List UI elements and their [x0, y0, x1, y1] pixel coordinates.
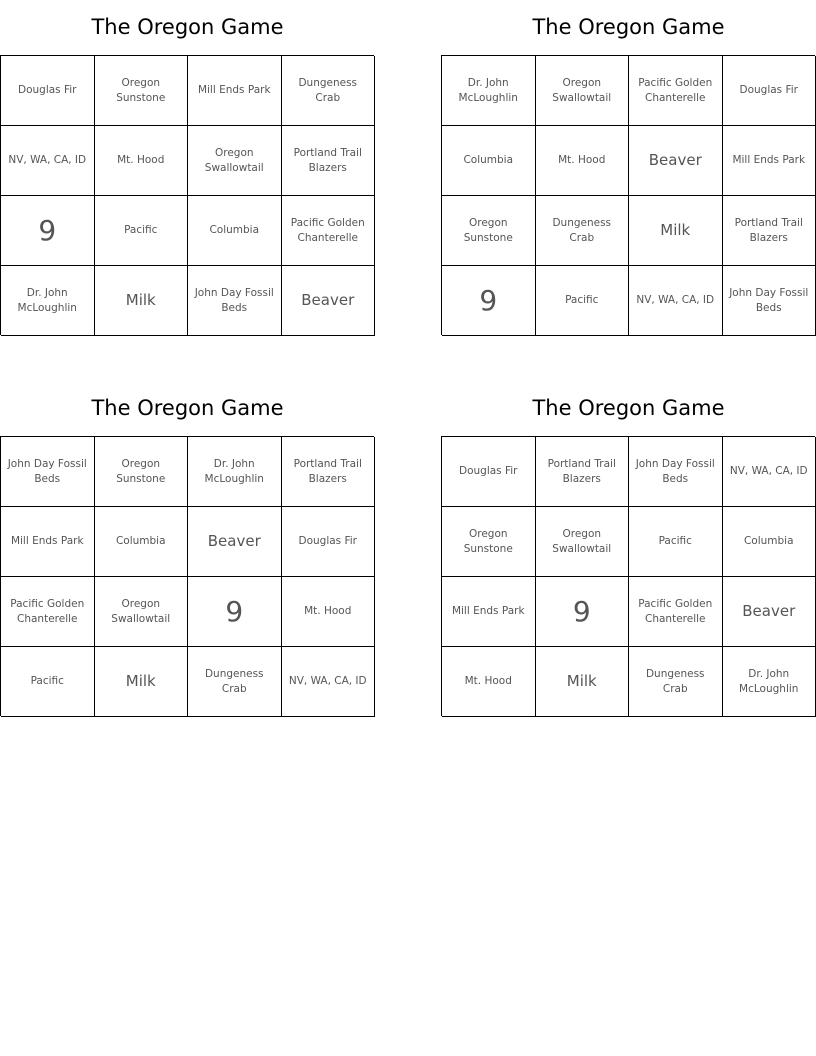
bingo-cell: Mill Ends Park	[1, 507, 95, 577]
bingo-cell: Milk	[95, 647, 189, 717]
bingo-cell: Douglas Fir	[442, 437, 536, 507]
bingo-card-2	[441, 0, 816, 317]
bingo-cell: 9	[188, 577, 282, 647]
bingo-cell: Portland Trail Blazers	[282, 437, 376, 507]
card-title: The Oregon Game	[91, 396, 284, 420]
bingo-cell: Mill Ends Park	[723, 126, 816, 196]
bingo-cell: Dungeness Crab	[188, 647, 282, 717]
bingo-cell: NV, WA, CA, ID	[282, 647, 376, 717]
bingo-cell: Mt. Hood	[95, 126, 189, 196]
bingo-cell: Beaver	[723, 577, 816, 647]
bingo-cell: Portland Trail Blazers	[282, 126, 376, 196]
bingo-cell: Pacific Golden Chanterelle	[1, 577, 95, 647]
bingo-cell: Columbia	[723, 507, 816, 577]
bingo-cell: John Day Fossil Beds	[188, 266, 282, 336]
bingo-cell: Oregon Sunstone	[95, 56, 189, 126]
bingo-cell: Beaver	[629, 126, 723, 196]
bingo-cell: 9	[442, 266, 536, 336]
bingo-grid	[0, 55, 374, 335]
bingo-cell: Oregon Sunstone	[442, 196, 536, 266]
bingo-cell: Dr. John McLoughlin	[1, 266, 95, 336]
bingo-grid	[0, 436, 374, 716]
bingo-cell: John Day Fossil Beds	[723, 266, 816, 336]
bingo-cell: Douglas Fir	[282, 507, 376, 577]
bingo-cell: Columbia	[95, 507, 189, 577]
bingo-cell: Mill Ends Park	[442, 577, 536, 647]
bingo-card-3	[0, 381, 375, 695]
bingo-card-4	[441, 381, 816, 695]
bingo-cell: Pacific	[1, 647, 95, 717]
bingo-cell: Beaver	[188, 507, 282, 577]
bingo-cell: Douglas Fir	[1, 56, 95, 126]
bingo-cell: Mt. Hood	[536, 126, 630, 196]
bingo-cell: Mt. Hood	[442, 647, 536, 717]
bingo-cell: 9	[536, 577, 630, 647]
bingo-cell: Douglas Fir	[723, 56, 816, 126]
bingo-cell: NV, WA, CA, ID	[629, 266, 723, 336]
bingo-card-1	[0, 0, 375, 314]
bingo-cell: John Day Fossil Beds	[1, 437, 95, 507]
bingo-cell: Dr. John McLoughlin	[188, 437, 282, 507]
bingo-cell: Oregon Swallowtail	[95, 577, 189, 647]
bingo-cell: Beaver	[282, 266, 376, 336]
bingo-cell: Columbia	[188, 196, 282, 266]
bingo-cell: Milk	[536, 647, 630, 717]
bingo-cell: Dungeness Crab	[629, 647, 723, 717]
bingo-cell: Pacific	[536, 266, 630, 336]
bingo-cell: Columbia	[442, 126, 536, 196]
bingo-cell: Mt. Hood	[282, 577, 376, 647]
card-title: The Oregon Game	[532, 396, 725, 420]
bingo-cell: Oregon Sunstone	[442, 507, 536, 577]
bingo-cell: Pacific Golden Chanterelle	[629, 56, 723, 126]
bingo-cell: NV, WA, CA, ID	[723, 437, 816, 507]
bingo-cell: Oregon Swallowtail	[188, 126, 282, 196]
bingo-cell: Pacific	[95, 196, 189, 266]
bingo-cell: Dungeness Crab	[536, 196, 630, 266]
bingo-grid	[441, 436, 815, 716]
card-title: The Oregon Game	[532, 15, 725, 39]
bingo-grid	[441, 55, 815, 335]
bingo-cell: Oregon Sunstone	[95, 437, 189, 507]
bingo-cell: Dr. John McLoughlin	[723, 647, 816, 717]
bingo-cell: NV, WA, CA, ID	[1, 126, 95, 196]
bingo-cell: Oregon Swallowtail	[536, 507, 630, 577]
bingo-cell: Portland Trail Blazers	[723, 196, 816, 266]
bingo-cell: Milk	[95, 266, 189, 336]
card-title: The Oregon Game	[91, 15, 284, 39]
bingo-cell: Dr. John McLoughlin	[442, 56, 536, 126]
bingo-cell: 9	[1, 196, 95, 266]
bingo-cell: Pacific Golden Chanterelle	[629, 577, 723, 647]
bingo-cell: Pacific Golden Chanterelle	[282, 196, 376, 266]
bingo-cell: Pacific	[629, 507, 723, 577]
bingo-cell: Milk	[629, 196, 723, 266]
bingo-cell: John Day Fossil Beds	[629, 437, 723, 507]
bingo-cell: Oregon Swallowtail	[536, 56, 630, 126]
bingo-cell: Portland Trail Blazers	[536, 437, 630, 507]
bingo-cell: Dungeness Crab	[282, 56, 376, 126]
bingo-cell: Mill Ends Park	[188, 56, 282, 126]
